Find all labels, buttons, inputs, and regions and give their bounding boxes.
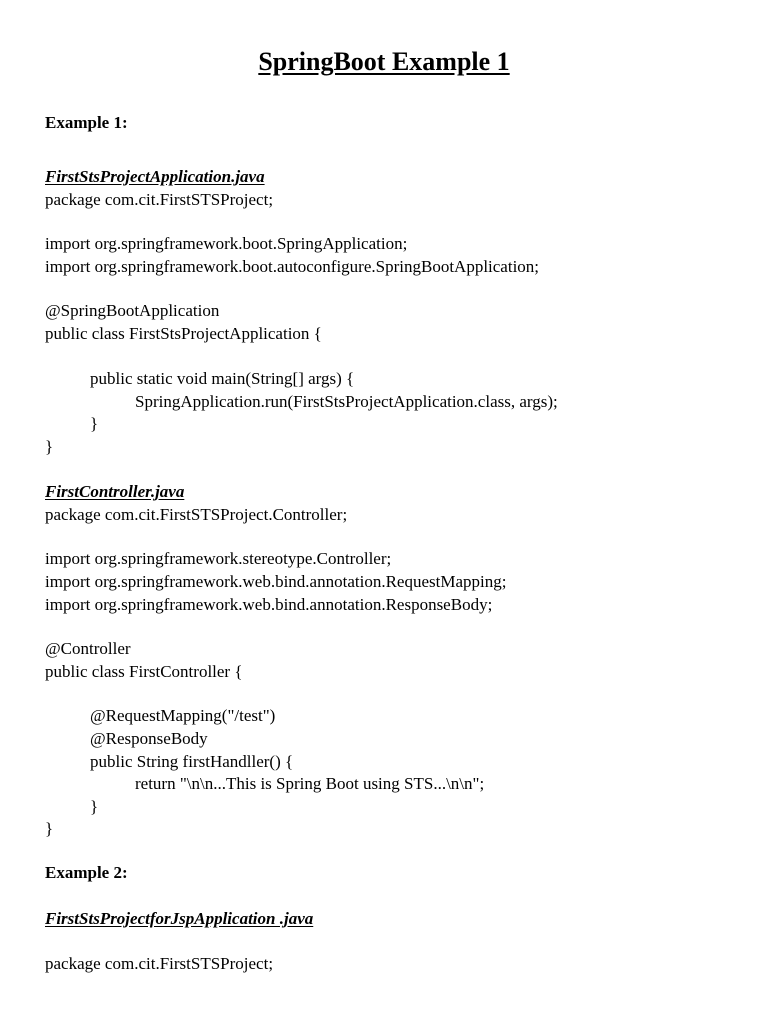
code-line: import org.springframework.stereotype.Controller; — [45, 549, 392, 568]
code-line: } — [45, 437, 54, 456]
code-line: import org.springframework.web.bind.annotation.ResponseBody; — [45, 595, 493, 614]
code-line: @Controller — [45, 639, 131, 658]
file-name-first-sts-project-for-jsp-application: FirstStsProjectforJspApplication .java — [45, 909, 314, 928]
file-name-first-sts-project-application: FirstStsProjectApplication.java — [45, 167, 265, 186]
code-line: @ResponseBody — [90, 729, 208, 748]
code-line: @RequestMapping("/test") — [90, 706, 276, 725]
code-line: package com.cit.FirstSTSProject; — [45, 190, 274, 209]
code-line: return "\n\n...This is Spring Boot using STS...\n\n"; — [135, 774, 485, 793]
code-line: import org.springframework.boot.SpringApplication; — [45, 234, 408, 253]
code-line: public class FirstStsProjectApplication { — [45, 324, 322, 343]
code-line: } — [45, 819, 54, 838]
code-line: public class FirstController { — [45, 662, 243, 681]
example-2-heading: Example 2: — [45, 863, 128, 882]
code-line: } — [90, 797, 99, 816]
code-line: SpringApplication.run(FirstStsProjectApplication.class, args); — [135, 392, 558, 411]
code-line: package com.cit.FirstSTSProject; — [45, 954, 274, 973]
code-line: import org.springframework.web.bind.annotation.RequestMapping; — [45, 572, 507, 591]
code-line: @SpringBootApplication — [45, 301, 220, 320]
code-line: package com.cit.FirstSTSProject.Controller; — [45, 505, 348, 524]
code-line: import org.springframework.boot.autoconfigure.SpringBootApplication; — [45, 257, 540, 276]
code-line: public String firstHandller() { — [90, 752, 294, 771]
code-line: } — [90, 414, 99, 433]
code-line: public static void main(String[] args) { — [90, 369, 355, 388]
example-1-heading: Example 1: — [45, 113, 128, 132]
file-name-first-controller: FirstController.java — [45, 482, 185, 501]
document-title: SpringBoot Example 1 — [258, 47, 510, 76]
